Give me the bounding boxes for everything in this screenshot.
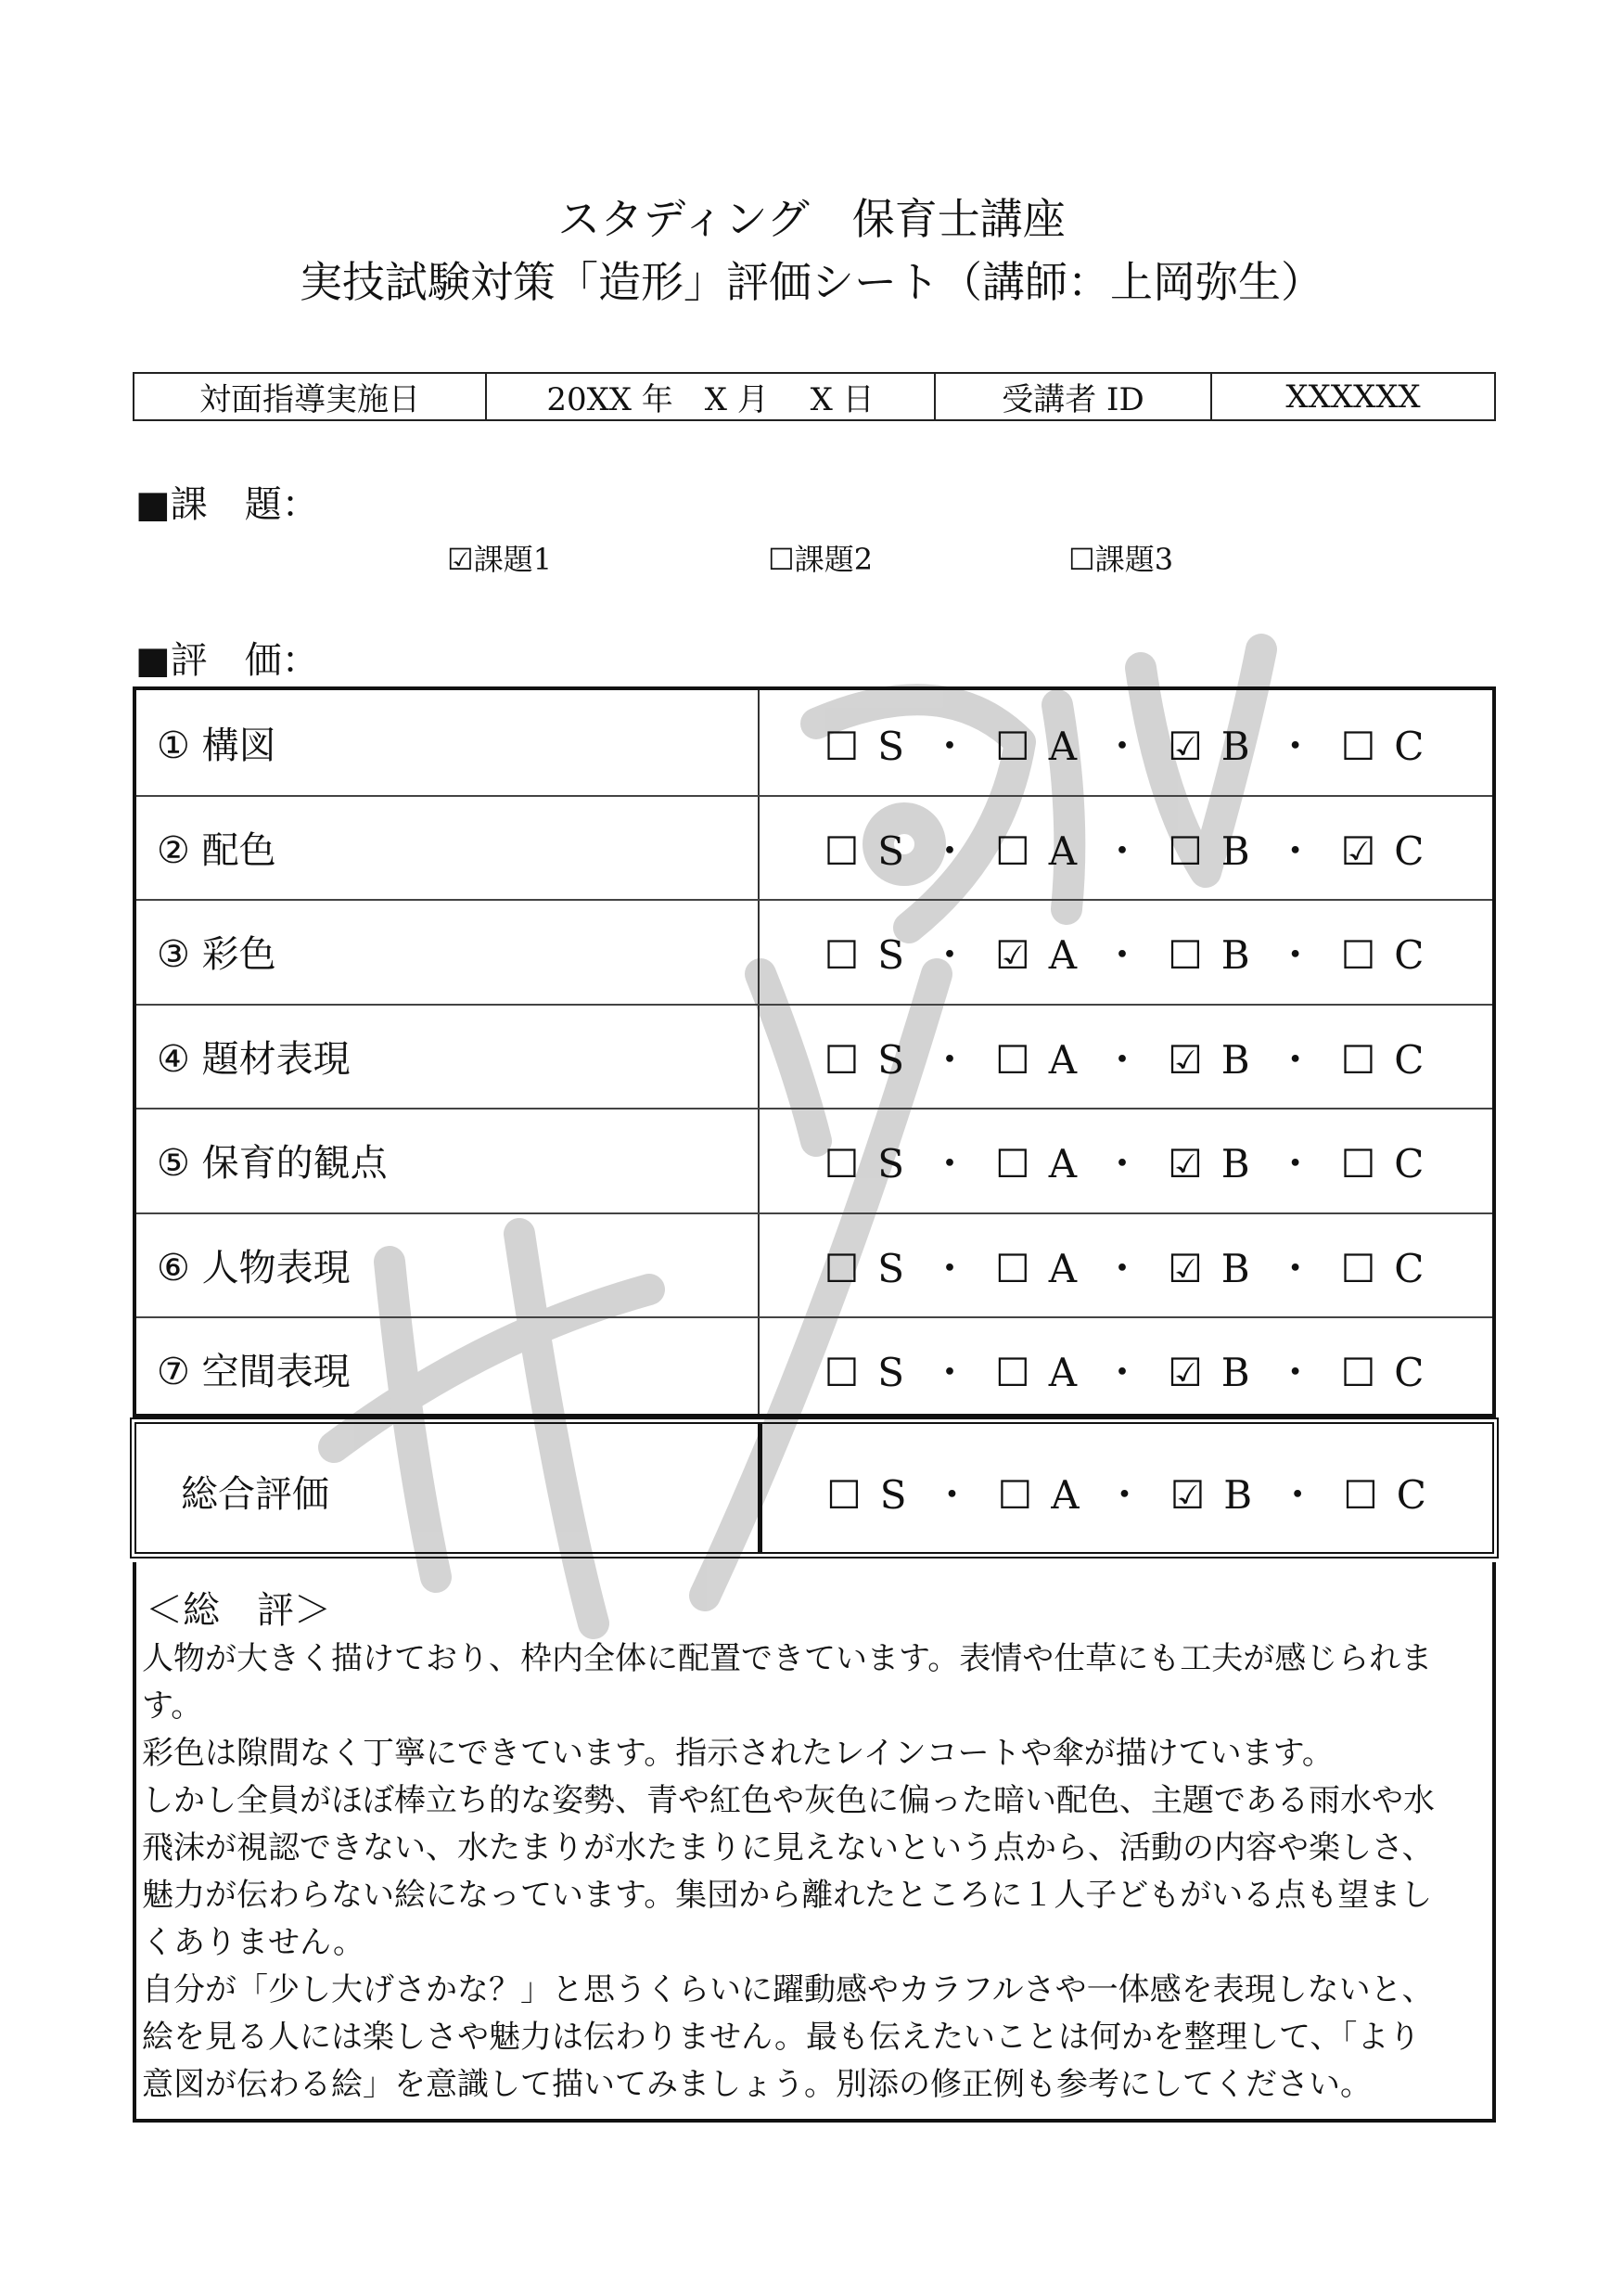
- grade-letter-s: S: [877, 1245, 907, 1291]
- evaluation-row: [136, 899, 1492, 1006]
- grade-separator: ・: [1275, 1141, 1317, 1186]
- grade-s-checkbox[interactable]: ☐: [824, 1350, 862, 1395]
- grade-separator: ・: [1103, 1036, 1144, 1083]
- total-grade-c-checkbox[interactable]: ☐: [1343, 1472, 1380, 1518]
- grade-b-checkbox[interactable]: ☑: [1168, 1350, 1205, 1395]
- grade-letter-a: A: [1048, 1245, 1080, 1291]
- grade-separator: ・: [930, 724, 972, 769]
- grade-c-checkbox[interactable]: ☐: [1340, 1036, 1378, 1083]
- grade-letter-b: B: [1220, 1245, 1252, 1291]
- grade-letter-b: B: [1223, 1472, 1255, 1518]
- grade-letter-b: B: [1220, 1036, 1252, 1083]
- grade-b-checkbox[interactable]: ☑: [1168, 724, 1205, 769]
- grade-separator: ・: [1105, 1472, 1146, 1518]
- evaluation-row: [136, 1212, 1492, 1319]
- grade-b-checkbox[interactable]: ☑: [1168, 1245, 1205, 1291]
- grade-c-checkbox[interactable]: ☐: [1340, 1245, 1378, 1291]
- grade-separator: ・: [930, 1141, 972, 1186]
- grade-a-checkbox[interactable]: ☐: [995, 1141, 1032, 1186]
- evaluation-row: [136, 1004, 1492, 1110]
- page-title-line1: スタディング 保育士講座: [557, 194, 1066, 244]
- grade-letter-c: C: [1394, 1245, 1426, 1291]
- grade-s-checkbox[interactable]: ☐: [824, 827, 862, 874]
- total-grade-b-checkbox[interactable]: ☑: [1169, 1472, 1208, 1518]
- total-grade-s-checkbox[interactable]: ☐: [826, 1472, 863, 1518]
- grade-letter-c: C: [1394, 1141, 1426, 1186]
- grade-separator: ・: [1275, 1350, 1317, 1395]
- grade-b-checkbox[interactable]: ☐: [1168, 827, 1205, 874]
- evaluation-row-grades: [758, 925, 1492, 981]
- grade-b-checkbox[interactable]: ☐: [1168, 932, 1205, 978]
- grade-c-checkbox[interactable]: ☐: [1340, 724, 1378, 769]
- evaluation-row-grades: [758, 821, 1492, 877]
- grade-letter-a: A: [1048, 1141, 1080, 1186]
- task-heading: ■課 題：: [135, 483, 319, 526]
- total-grade-a-checkbox[interactable]: ☐: [997, 1472, 1035, 1518]
- grade-letter-s: S: [877, 1141, 907, 1186]
- date-value: 20XX 年 X 月 X 日: [486, 373, 935, 420]
- grade-letter-c: C: [1394, 932, 1426, 978]
- grade-separator: ・: [1103, 932, 1144, 978]
- evaluation-row-grades: [758, 716, 1492, 772]
- grade-letter-s: S: [877, 827, 907, 874]
- comment-line: 自分が「少し大げさかな？」と思うくらいに躍動感やカラフルさや一体感を表現しないと、: [142, 1971, 1434, 2008]
- grade-a-checkbox[interactable]: ☑: [995, 932, 1032, 978]
- grade-separator: ・: [1103, 1141, 1144, 1186]
- grade-letter-c: C: [1394, 1036, 1426, 1083]
- evaluation-row-label: ④ 題材表現: [157, 1037, 351, 1081]
- grade-letter-s: S: [877, 932, 907, 978]
- grade-letter-s: S: [877, 724, 907, 769]
- total-label: 総合評価: [181, 1473, 329, 1516]
- grade-c-checkbox[interactable]: ☐: [1340, 932, 1378, 978]
- grade-b-checkbox[interactable]: ☑: [1168, 1036, 1205, 1083]
- grade-letter-c: C: [1396, 1472, 1428, 1518]
- comment-line: す。: [142, 1687, 203, 1725]
- comment-line: 彩色は隙間なく丁寧にできています。指示されたレインコートや傘が描けています。: [142, 1735, 1334, 1772]
- grade-letter-s: S: [879, 1472, 909, 1518]
- grade-separator: ・: [1275, 1245, 1317, 1291]
- grade-c-checkbox[interactable]: ☐: [1340, 1350, 1378, 1395]
- evaluation-row-grades: [758, 1342, 1492, 1398]
- evaluation-row-label: ⑦ 空間表現: [157, 1351, 351, 1393]
- grade-letter-a: A: [1048, 1350, 1080, 1395]
- grade-letter-a: A: [1048, 932, 1080, 978]
- comment-line: 飛沫が視認できない、水たまりが水たまりに見えないという点から、活動の内容や楽しさ、: [142, 1829, 1434, 1866]
- grade-c-checkbox[interactable]: ☑: [1340, 827, 1378, 874]
- grade-separator: ・: [1278, 1472, 1320, 1518]
- evaluation-row: [136, 795, 1492, 902]
- grade-b-checkbox[interactable]: ☑: [1168, 1141, 1205, 1186]
- grade-separator: ・: [930, 932, 972, 978]
- grade-separator: ・: [1275, 724, 1317, 769]
- grade-letter-s: S: [877, 1036, 907, 1083]
- grade-separator: ・: [930, 1245, 972, 1291]
- page-title-line2: 実技試験対策「造形」評価シート（講師：上岡弥生）: [300, 257, 1323, 307]
- grade-letter-b: B: [1220, 1350, 1252, 1395]
- grade-letter-b: B: [1220, 724, 1252, 769]
- grade-letter-a: A: [1051, 1472, 1081, 1518]
- evaluation-row-label: ③ 彩色: [157, 933, 276, 976]
- date-label: 対面指導実施日: [134, 373, 486, 420]
- id-value: XXXXXX: [1211, 373, 1495, 420]
- grade-s-checkbox[interactable]: ☐: [824, 932, 862, 978]
- grade-letter-c: C: [1394, 724, 1426, 769]
- grade-separator: ・: [1103, 1350, 1144, 1395]
- grade-s-checkbox[interactable]: ☐: [824, 1141, 862, 1186]
- grade-s-checkbox[interactable]: ☐: [824, 724, 862, 769]
- info-table: [133, 372, 1496, 421]
- grade-a-checkbox[interactable]: ☐: [995, 1245, 1032, 1291]
- evaluation-row-grades: [758, 1030, 1492, 1085]
- grade-letter-s: S: [877, 1350, 907, 1395]
- grade-letter-b: B: [1220, 932, 1252, 978]
- evaluation-row-grades: [758, 1238, 1492, 1294]
- grade-letter-b: B: [1220, 1141, 1252, 1186]
- grade-separator: ・: [1103, 827, 1144, 874]
- evaluation-row-label: ② 配色: [157, 828, 276, 872]
- grade-separator: ・: [930, 1036, 972, 1083]
- grade-s-checkbox[interactable]: ☐: [824, 1036, 862, 1083]
- total-evaluation-box: [130, 1417, 1499, 1558]
- evaluation-heading: ■評 価：: [135, 639, 319, 682]
- grade-a-checkbox[interactable]: ☐: [995, 1350, 1032, 1395]
- grade-separator: ・: [930, 827, 972, 874]
- task-1-checkbox[interactable]: ☑課題1: [447, 542, 553, 577]
- total-grades: [762, 1465, 1492, 1520]
- comment-line: 絵を見る人には楽しさや魅力は伝わりません。最も伝えたいことは何かを整理して、「より: [142, 2019, 1421, 2056]
- comment-line: 人物が大きく描けており、枠内全体に配置できています。表情や仕草にも工夫が感じられま: [142, 1640, 1433, 1677]
- evaluation-row-label: ⑤ 保育的観点: [157, 1142, 388, 1185]
- grade-c-checkbox[interactable]: ☐: [1340, 1141, 1378, 1186]
- grade-letter-c: C: [1394, 827, 1426, 874]
- evaluation-row-grades: [758, 1134, 1492, 1189]
- evaluation-row: [136, 690, 1492, 797]
- grade-letter-a: A: [1048, 724, 1080, 769]
- comment-line: 魅力が伝わらない絵になっています。集団から離れたところに１人子どもがいる点も望まし: [142, 1877, 1433, 1914]
- comment-line: しかし全員がほぼ棒立ち的な姿勢、青や紅色や灰色に偏った暗い配色、主題である雨水や水: [142, 1782, 1435, 1819]
- comment-title: ＜総 評＞: [146, 1589, 331, 1632]
- evaluation-row: [136, 1316, 1492, 1421]
- grade-separator: ・: [1103, 724, 1144, 769]
- evaluation-row-label: ① 構図: [157, 725, 276, 767]
- grade-separator: ・: [1275, 932, 1317, 978]
- grade-s-checkbox[interactable]: ☐: [824, 1245, 862, 1291]
- evaluation-row-label: ⑥ 人物表現: [157, 1246, 351, 1289]
- grade-separator: ・: [1103, 1245, 1144, 1291]
- id-label: 受講者 ID: [935, 373, 1211, 420]
- comment-box: [133, 1562, 1496, 2123]
- grade-letter-b: B: [1220, 827, 1252, 874]
- evaluation-row: [136, 1108, 1492, 1214]
- comment-line: くありません。: [142, 1924, 365, 1961]
- grade-separator: ・: [932, 1472, 974, 1518]
- grade-separator: ・: [1275, 827, 1317, 874]
- grade-letter-a: A: [1048, 1036, 1080, 1083]
- comment-body: [142, 1635, 1487, 2109]
- grade-a-checkbox[interactable]: ☐: [995, 827, 1032, 874]
- grade-letter-c: C: [1394, 1350, 1426, 1395]
- task-2-checkbox[interactable]: ☐課題2: [768, 542, 874, 577]
- grade-a-checkbox[interactable]: ☐: [995, 724, 1032, 769]
- grade-letter-a: A: [1048, 827, 1080, 874]
- comment-line: 意図が伝わる絵」を意識して描いてみましょう。別添の修正例も参考にしてください。: [142, 2066, 1372, 2103]
- task-3-checkbox[interactable]: ☐課題3: [1068, 542, 1174, 577]
- grade-separator: ・: [930, 1350, 972, 1395]
- grade-separator: ・: [1275, 1036, 1317, 1083]
- grade-a-checkbox[interactable]: ☐: [995, 1036, 1032, 1083]
- evaluation-table: [133, 686, 1496, 1417]
